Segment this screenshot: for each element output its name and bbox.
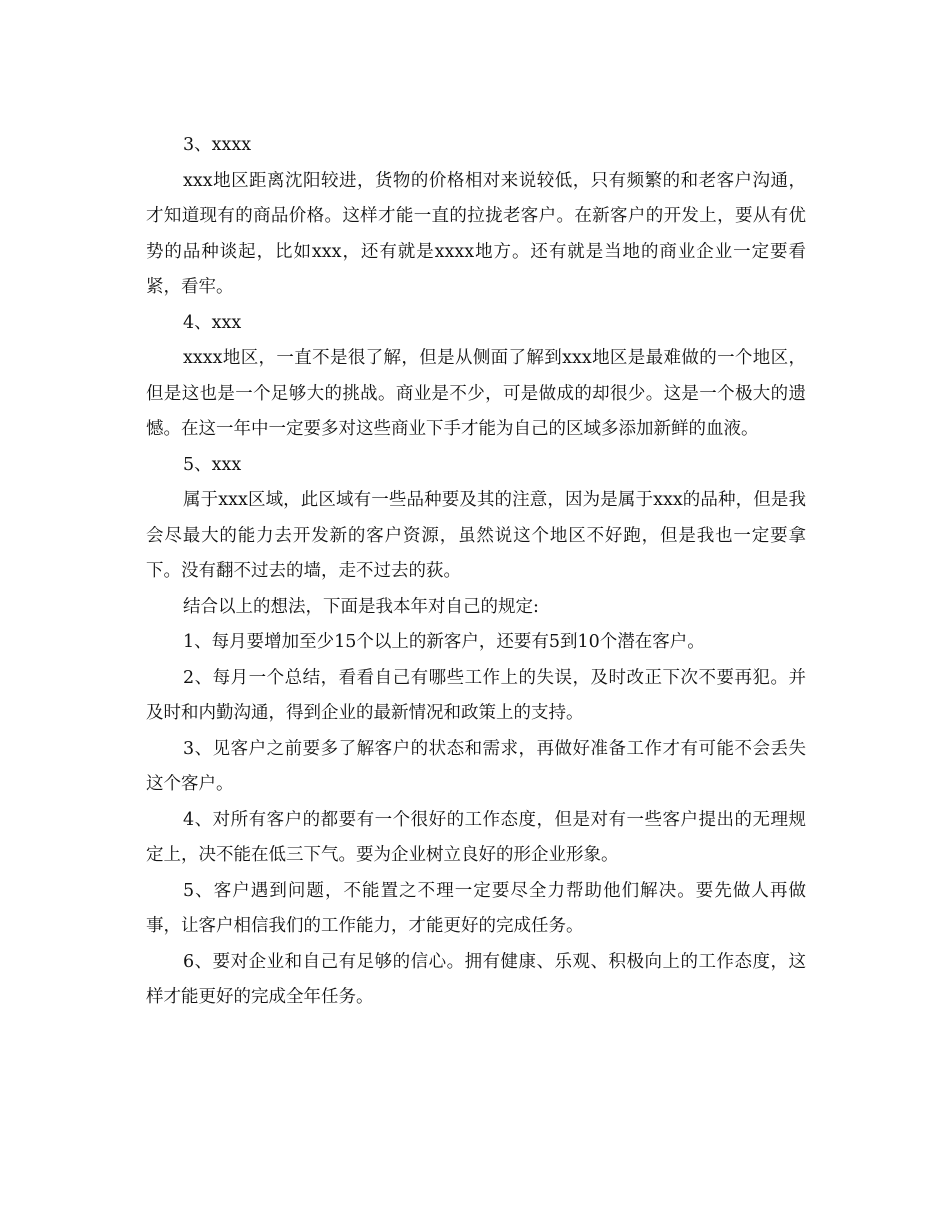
section-heading-4: 4、xxx [183, 312, 242, 333]
section-heading-5: 5、xxx [183, 454, 242, 475]
paragraph-region-5: 属于xxx区域，此区域有一些品种要及其的注意，因为是属于xxx的品种，但是我会尽最大的能力去开发新的客户资源，虽然说这个地区不好跑，但是我也一定要拿下。没有翻不过去的墙，走不过去的荻。 [146, 490, 806, 581]
plan-item-1: 1、每月要增加至少15个以上的新客户，还要有5到10个潜在客户。 [183, 632, 705, 652]
plan-item-3: 3、见客户之前要多了解客户的状态和需求，再做好准备工作才有可能不会丢失这个客户。 [146, 738, 806, 794]
plan-intro: 结合以上的想法，下面是我本年对自己的规定: [183, 596, 539, 617]
plan-item-2: 2、每月一个总结，看看自己有哪些工作上的失误，及时改正下次不要再犯。并及时和内勤沟通，得到企业的最新情况和政策上的支持。 [146, 667, 806, 723]
paragraph-region-3: xxx地区距离沈阳较进，货物的价格相对来说较低，只有频繁的和老客户沟通，才知道现有的商品价格。这样才能一直的拉拢老客户。在新客户的开发上，要从有优势的品种谈起，比如xxx，还有就是xxxx地方。还有就是当地的商业企业一定要看紧，看牢。 [146, 170, 806, 297]
plan-item-6: 6、要对企业和自己有足够的信心。拥有健康、乐观、积极向上的工作态度，这样才能更好的完成全年任务。 [146, 951, 806, 1007]
plan-item-5: 5、客户遇到问题，不能置之不理一定要尽全力帮助他们解决。要先做人再做事，让客户相信我们的工作能力，才能更好的完成任务。 [146, 880, 806, 936]
section-heading-3: 3、xxxx [183, 135, 252, 155]
plan-item-4: 4、对所有客户的都要有一个很好的工作态度，但是对有一些客户提出的无理规定上，决不能在低三下气。要为企业树立良好的形企业形象。 [146, 809, 806, 865]
paragraph-region-4: xxxx地区，一直不是很了解，但是从侧面了解到xxx地区是最难做的一个地区，但是这也是一个足够大的挑战。商业是不少，可是做成的却很少。这是一个极大的遗憾。在这一年中一定要多对这些商业下手才能为自己的区域多添加新鲜的血液。 [146, 348, 806, 439]
document-body [146, 128, 806, 1016]
